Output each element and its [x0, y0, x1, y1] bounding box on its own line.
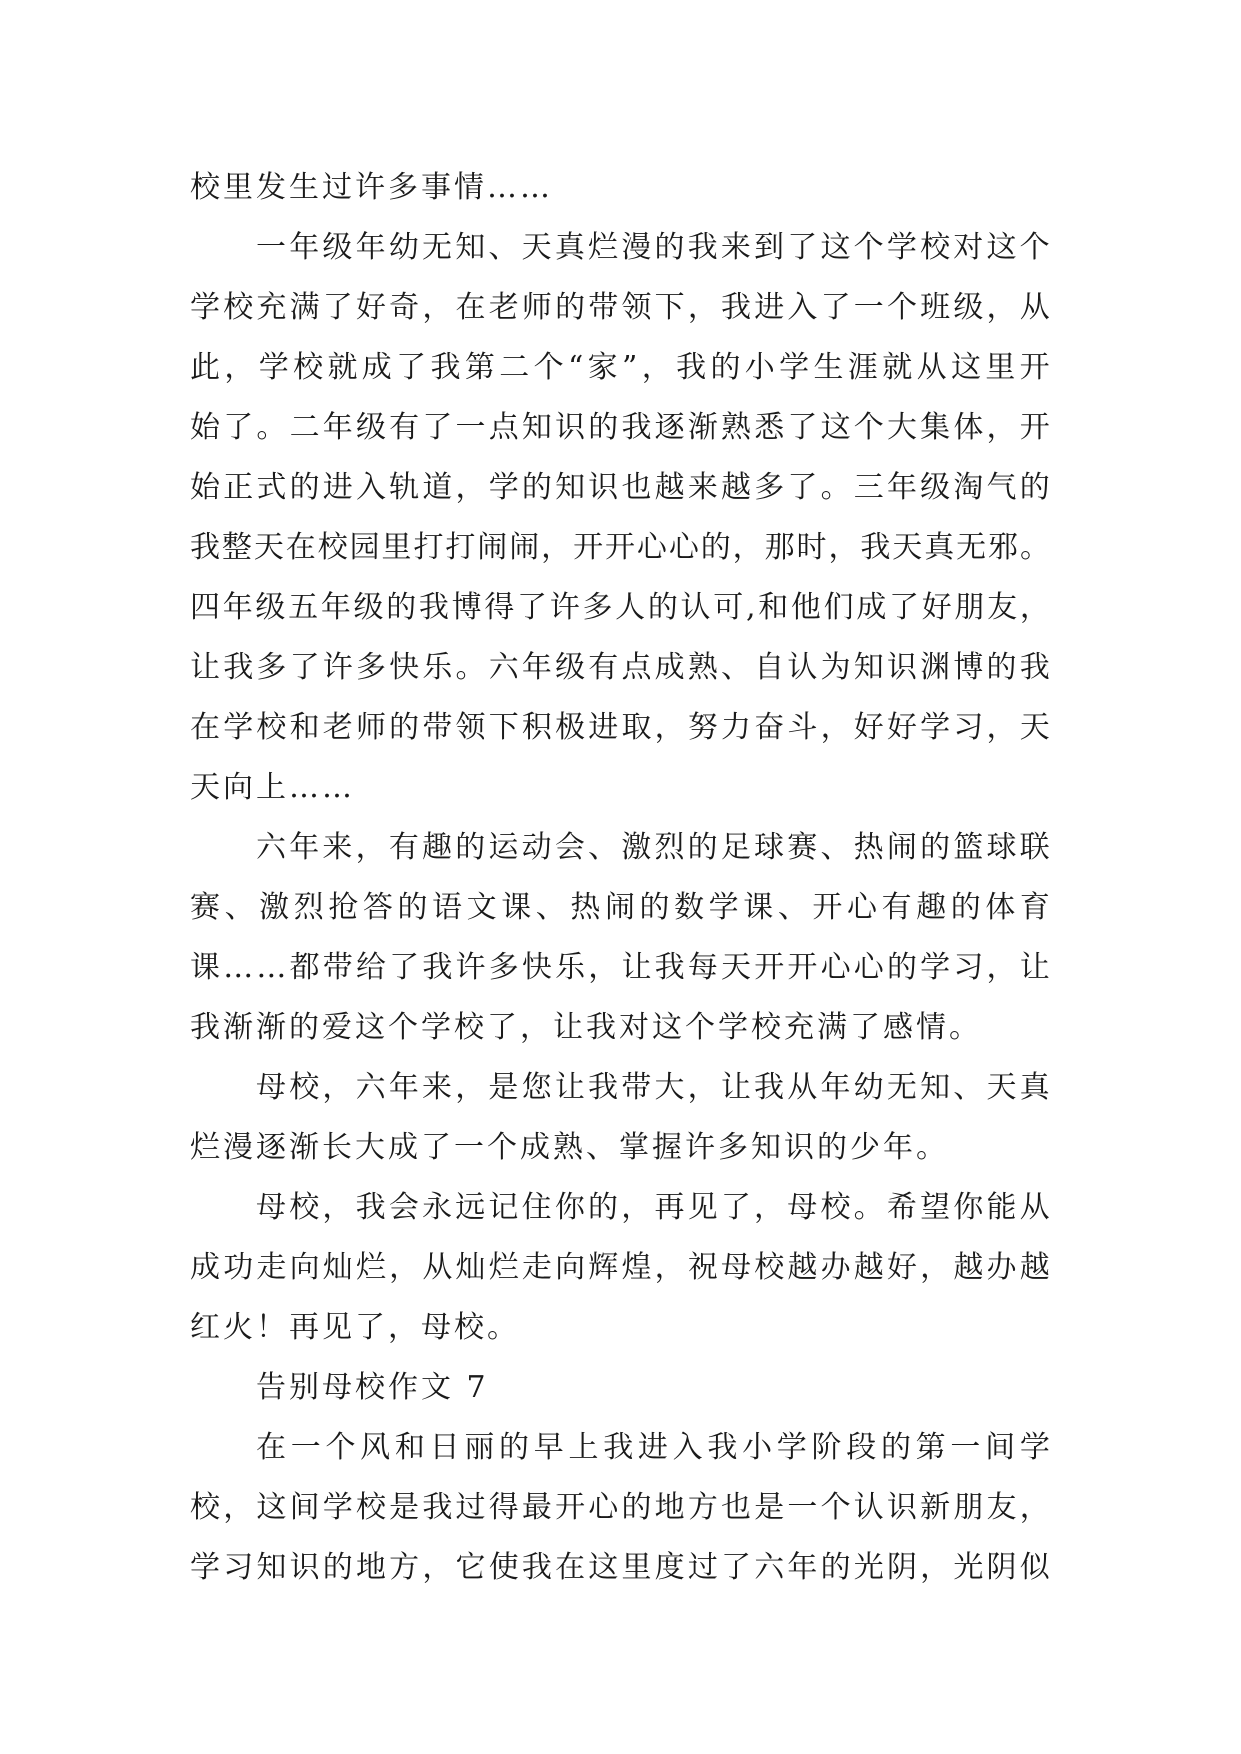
text-line: 四 年 级 五 年 级 的 我 博 得 了 许 多 人 的 认 可 , 和 他 们 成 了 好 朋 友 ， [190, 590, 1050, 625]
text-line: 一 年 级 年 幼 无 知 、 天 真 烂 漫 的 我 来 到 了 这 个 学 校 对 这 个 [256, 230, 1050, 265]
text-line: 校里发生过许多事情…… [190, 170, 553, 205]
text-line: 让 我 多 了 许 多 快 乐 。 六 年 级 有 点 成 熟 、 自 认 为 知 识 渊 博 的 我 [190, 650, 1050, 685]
text-line: 校 ， 这 间 学 校 是 我 过 得 最 开 心 的 地 方 也 是 一 个 认 识 新 朋 友 ， [190, 1490, 1050, 1525]
text-line: 学 习 知 识 的 地 方 ， 它 使 我 在 这 里 度 过 了 六 年 的 光 阴 ， 光 阴 似 [190, 1550, 1050, 1585]
text-line: 我渐渐的爱这个学校了，让我对这个学校充满了感情。 [190, 1010, 982, 1045]
text-line: 母 校 ， 我 会 永 远 记 住 你 的 ， 再 见 了 ， 母 校 。 希 望 你 能 从 [256, 1190, 1050, 1225]
text-line: 此 ， 学 校 就 成 了 我 第 二 个 “ 家 ” ， 我 的 小 学 生 涯 就 从 这 里 开 [190, 350, 1050, 385]
text-line: 我 整 天 在 校 园 里 打 打 闹 闹 ， 开 开 心 心 的 ， 那 时 ， 我 天 真 无 邪 。 [190, 530, 1050, 565]
text-line: 母 校 ， 六 年 来 ， 是 您 让 我 带 大 ， 让 我 从 年 幼 无 知 、 天 真 [256, 1070, 1050, 1105]
text-line: 烂漫逐渐长大成了一个成熟、掌握许多知识的少年。 [190, 1130, 949, 1165]
text-line: 在 学 校 和 老 师 的 带 领 下 积 极 进 取 ， 努 力 奋 斗 ， 好 好 学 习 ， 天 [190, 710, 1050, 745]
text-line: 成 功 走 向 灿 烂 ， 从 灿 烂 走 向 辉 煌 ， 祝 母 校 越 办 越 好 ， 越 办 越 [190, 1250, 1050, 1285]
text-line: 红火！再见了，母校。 [190, 1310, 520, 1345]
text-line: 学 校 充 满 了 好 奇 ， 在 老 师 的 带 领 下 ， 我 进 入 了 一 个 班 级 ， 从 [190, 290, 1050, 325]
text-line: 课 … … 都 带 给 了 我 许 多 快 乐 ， 让 我 每 天 开 开 心 心 的 学 习 ， 让 [190, 950, 1050, 985]
text-line: 天向上…… [190, 770, 355, 805]
text-line: 始 了 。 二 年 级 有 了 一 点 知 识 的 我 逐 渐 熟 悉 了 这 个 大 集 体 ， 开 [190, 410, 1050, 445]
section-heading: 告别母校作文 7 [256, 1370, 489, 1405]
text-line: 在 一 个 风 和 日 丽 的 早 上 我 进 入 我 小 学 阶 段 的 第 一 间 学 [256, 1430, 1050, 1465]
text-line: 赛 、 激 烈 抢 答 的 语 文 课 、 热 闹 的 数 学 课 、 开 心 有 趣 的 体 育 [190, 890, 1050, 925]
text-line: 始 正 式 的 进 入 轨 道 ， 学 的 知 识 也 越 来 越 多 了 。 三 年 级 淘 气 的 [190, 470, 1050, 505]
document-body [190, 158, 1050, 1598]
text-line: 六 年 来 ， 有 趣 的 运 动 会 、 激 烈 的 足 球 赛 、 热 闹 的 篮 球 联 [256, 830, 1050, 865]
